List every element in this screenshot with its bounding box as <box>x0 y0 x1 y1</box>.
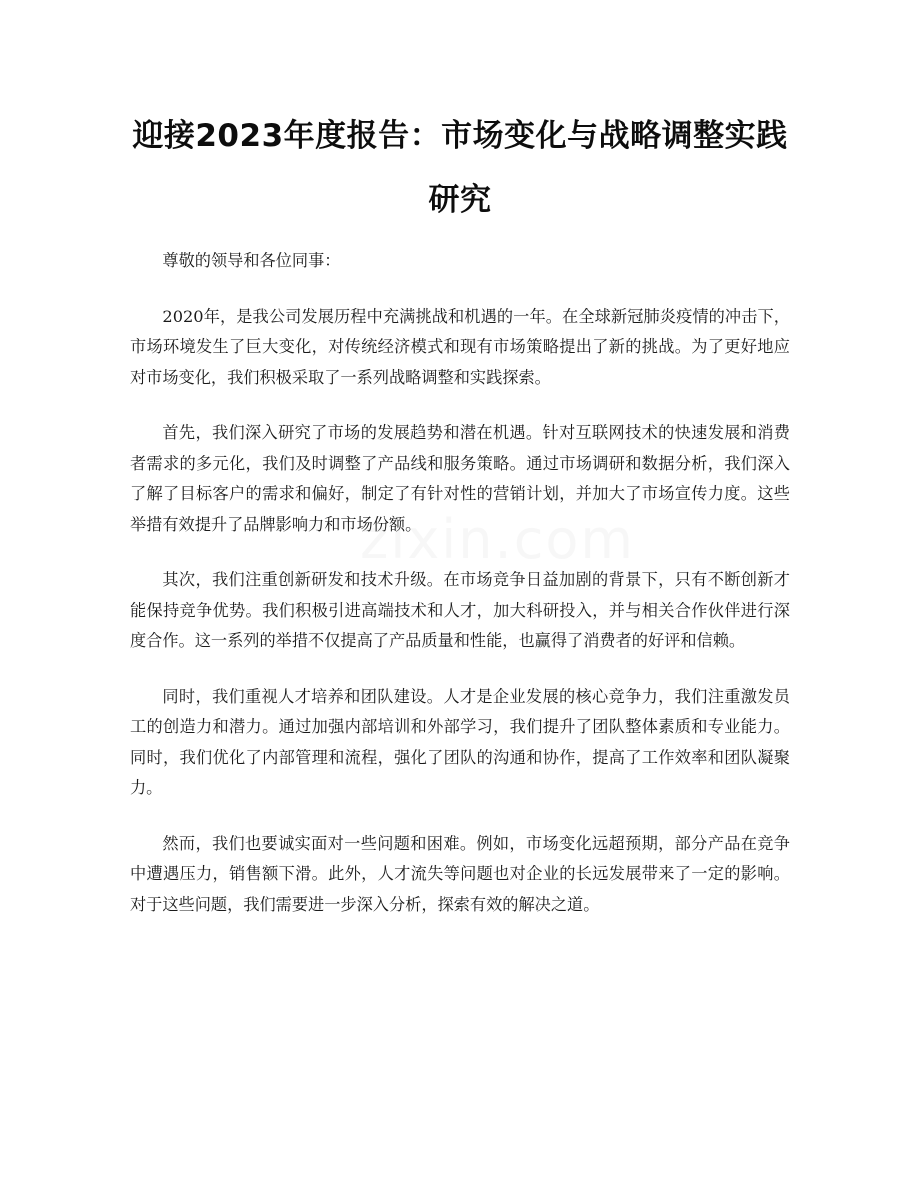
paragraph-5: 然而，我们也要诚实面对一些问题和困难。例如，市场变化远超预期，部分产品在竞争中遭遇压力，销售额下滑。此外，人才流失等问题也对企业的长远发展带来了一定的影响。对于这些问题，我们需要进一步深入分析，探索有效的解决之道。 <box>130 833 790 914</box>
paragraph-1: 2020年，是我公司发展历程中充满挑战和机遇的一年。在全球新冠肺炎疫情的冲击下，市场环境发生了巨大变化，对传统经济模式和现有市场策略提出了新的挑战。为了更好地应对市场变化，我们积极采取了一系列战略调整和实践探索。 <box>130 306 790 387</box>
document-body <box>130 246 790 945</box>
paragraph-2: 首先，我们深入研究了市场的发展趋势和潜在机遇。针对互联网技术的快速发展和消费者需求的多元化，我们及时调整了产品线和服务策略。通过市场调研和数据分析，我们深入了解了目标客户的需求和偏好，制定了有针对性的营销计划，并加大了市场宣传力度。这些举措有效提升了品牌影响力和市场份额。 <box>130 423 790 534</box>
salutation: 尊敬的领导和各位同事： <box>162 251 341 270</box>
paragraph-3: 其次，我们注重创新研发和技术升级。在市场竞争日益加剧的背景下，只有不断创新才能保持竞争优势。我们积极引进高端技术和人才，加大科研投入，并与相关合作伙伴进行深度合作。这一系列的举措不仅提高了产品质量和性能，也赢得了消费者的好评和信赖。 <box>130 570 790 650</box>
paragraph-4: 同时，我们重视人才培养和团队建设。人才是企业发展的核心竞争力，我们注重激发员工的创造力和潜力。通过加强内部培训和外部学习，我们提升了团队整体素质和专业能力。同时，我们优化了内部管理和流程，强化了团队的沟通和协作，提高了工作效率和团队凝聚力。 <box>130 686 790 797</box>
watermark: zixin.com <box>360 508 636 571</box>
document-title: 迎接2023年度报告：市场变化与战略调整实践研究 <box>132 118 788 218</box>
